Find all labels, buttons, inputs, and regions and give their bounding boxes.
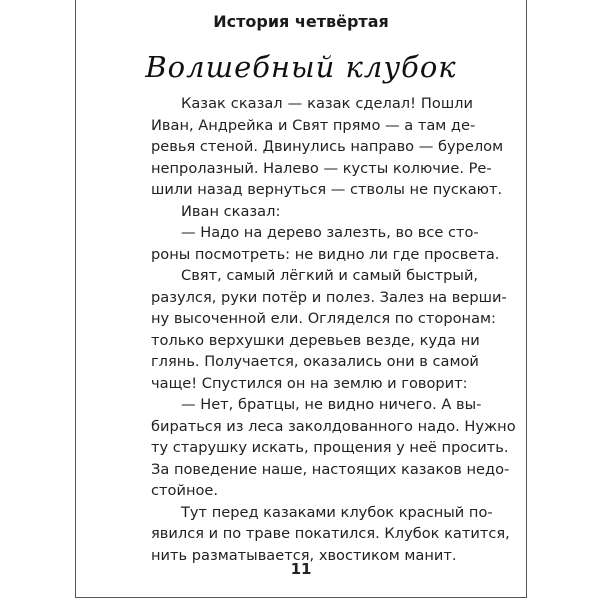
text-line: Тут перед казаками клубок красный по-: [181, 503, 493, 521]
story-text: [151, 93, 516, 566]
text-line: нить разматывается, хвостиком манит.: [151, 546, 457, 564]
page-number: 11: [290, 560, 312, 578]
text-line: глянь. Получается, оказались они в самой: [151, 353, 479, 370]
text-line: ревья стеной. Двинулись направо — бурелом: [151, 138, 504, 155]
text-line: — Надо на дерево залезть, во все сто-: [181, 224, 479, 241]
text-line: явился и по траве покатился. Клубок катится,: [151, 525, 510, 542]
book-page: [75, 0, 527, 598]
text-line: только верхушки деревьев везде, куда ни: [151, 331, 480, 349]
text-line: Иван сказал:: [181, 202, 281, 220]
text-line: разулся, руки потёр и полез. Залез на верши-: [151, 288, 507, 306]
text-line: За поведение наше, настоящих казаков недо-: [151, 460, 510, 478]
text-line: непролазный. Налево — кусты колючие. Ре-: [151, 159, 492, 177]
text-line: чаще! Спустился он на землю и говорит:: [151, 374, 468, 392]
text-line: Казак сказал — казак сделал! Пошли: [181, 95, 473, 112]
text-line: Иван, Андрейка и Свят прямо — а там де-: [151, 116, 476, 134]
text-line: Свят, самый лёгкий и самый быстрый,: [181, 267, 479, 284]
text-line: роны посмотреть: не видно ли где просвета.: [151, 245, 500, 263]
text-line: ту старушку искать, прощения у неё просить.: [151, 439, 509, 456]
text-line: ну высоченной ели. Огляделся по сторонам:: [151, 310, 496, 327]
chapter-title: Волшебный клубок: [145, 50, 457, 84]
text-line: бираться из леса заколдованного надо. Нужно: [151, 417, 516, 435]
text-line: стойное.: [151, 482, 219, 499]
text-line: шили назад вернуться — стволы не пускают.: [151, 181, 503, 198]
text-line: — Нет, братцы, не видно ничего. А вы-: [181, 396, 482, 413]
chapter-subtitle: История четвёртая: [213, 12, 389, 31]
